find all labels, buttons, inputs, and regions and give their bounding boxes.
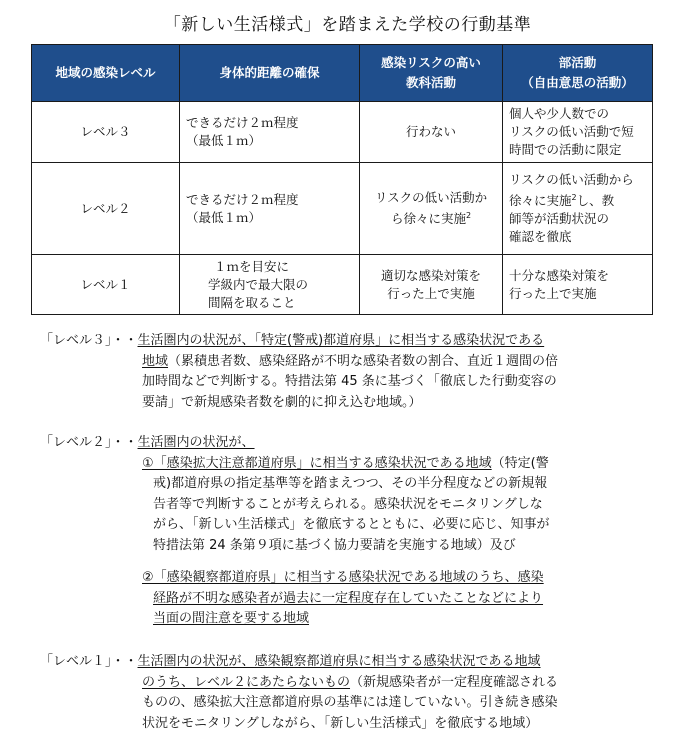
table-header-row [32,45,653,102]
subject-cell: リスクの低い活動か ら徐々に実施$^2$ [360,163,503,255]
level-cell: レベル３ [32,102,180,163]
note-label: 「レベル２」・・ [40,435,138,450]
page-title: 「新しい生活様式」を踏まえた学校の行動基準 [163,15,532,35]
table-row [32,255,653,315]
club-cell: 個人や少人数での リスクの低い活動で短 時間での活動に限定 [503,102,653,163]
level-cell: レベル２ [32,163,180,255]
note-level1: 「レベル１」・・生活圏内の状況が、感染観察都道府県に相当する感染状況である地域 のうち、レベル２にあたらないもの（新規感染者が一定程度確認される ものの、感染拡大注意都道府県の基準には達していない。引き続き感染 状況をモニタリングしながら、「新しい生活様式」を徹底する地域） [40,654,559,731]
note-level2: 「レベル２」・・生活圏内の状況が、 ①「感染拡大注意都道府県」に相当する感染状況である地域（特定(警 戒)都道府県の指定基準等を踏まえつつ、その半分程度などの新規報 告者等で判断することが考えられる。感染状況をモニタリングしな がら、「新しい生活様式」を徹底するとともに、必要に応じ、知事が 特措法第 24 条第９項に基づく協力要請を実施する地域）及び ②「感染観察都道府県」に相当する感染状況である地域のうち、感染 経路が不明な感染者が過去に一定程度存在していたことなどにより 当面の間注意を要する地域 [40,435,550,626]
table-row [32,102,653,163]
table-row [32,163,653,255]
behavior-standard-table [31,44,653,315]
subject-cell: 行わない [360,102,503,163]
distance-cell: １ｍを目安に 学級内で最大限の 間隔を取ること [180,255,360,315]
header-distance: 身体的距離の確保 [180,45,360,102]
subject-cell: 適切な感染対策を 行った上で実施 [360,255,503,315]
distance-cell: できるだけ２ｍ程度 （最低１ｍ） [180,163,360,255]
note-label: 「レベル３」・・ [40,333,138,348]
header-subject: 感染リスクの高い 教科活動 [360,45,503,102]
header-club: 部活動 （自由意思の活動） [503,45,653,102]
club-cell: 十分な感染対策を 行った上で実施 [503,255,653,315]
header-level: 地域の感染レベル [32,45,180,102]
note-label: 「レベル１」・・ [40,654,138,669]
distance-cell: できるだけ２ｍ程度 （最低１ｍ） [180,102,360,163]
level-cell: レベル１ [32,255,180,315]
club-cell: リスクの低い活動から 徐々に実施$^2$し、教 師等が活動状況の 確認を徹底 [503,163,653,255]
note-level3: 「レベル３」・・生活圏内の状況が、「特定(警戒)都道府県」に相当する感染状況である 地域（累積患者数、感染経路が不明な感染者数の割合、直近１週間の倍 加時間などで判断する。特措法第 45 条に基づく「徹底した行動変容の 要請」で新規感染者数を劇的に抑え込む地域。） [40,333,559,410]
